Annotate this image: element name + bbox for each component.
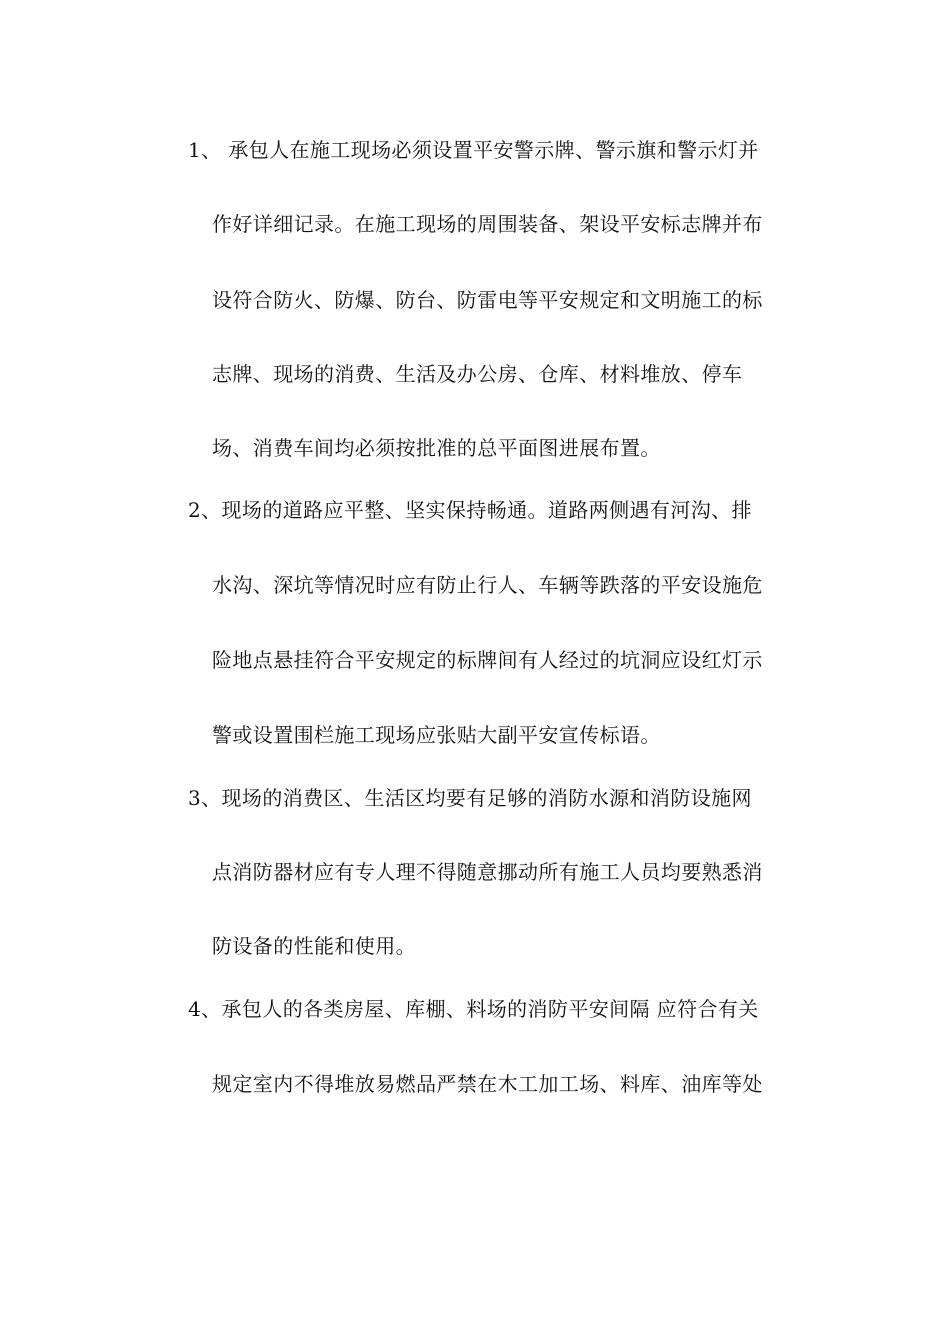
item-2-line-4: 警或设置围栏施工现场应张贴大副平安宣传标语。 — [212, 723, 661, 747]
item-1-line-4: 志牌、现场的消费、生活及办公房、仓库、材料堆放、停车 — [212, 362, 743, 386]
item-2-line-1: 2、现场的道路应平整、坚实保持畅通。道路两侧遇有河沟、排 — [188, 498, 752, 522]
item-1-line-3: 设符合防火、防爆、防台、防雷电等平安规定和文明施工的标 — [212, 288, 763, 312]
item-1-line-1: 1、 承包人在施工现场必须设置平安警示牌、警示旗和警示灯并 — [188, 138, 759, 162]
item-3-line-3: 防设备的性能和使用。 — [212, 934, 416, 958]
item-1-line-2: 作好详细记录。在施工现场的周围装备、架设平安标志牌并布 — [212, 212, 763, 236]
item-2-line-2: 水沟、深坑等情况时应有防止行人、车辆等跌落的平安设施危 — [212, 573, 763, 597]
item-1-line-5: 场、消费车间均必须按批准的总平面图进展布置。 — [212, 436, 661, 460]
item-3-line-2: 点消防器材应有专人理不得随意挪动所有施工人员均要熟悉消 — [212, 860, 763, 884]
item-4-line-2: 规定室内不得堆放易燃品严禁在木工加工场、料库、油库等处 — [212, 1072, 763, 1096]
item-2-line-3: 险地点悬挂符合平安规定的标牌间有人经过的坑洞应设红灯示 — [212, 648, 763, 672]
item-4-line-1: 4、承包人的各类房屋、库棚、料场的消防平安间隔 应符合有关 — [188, 997, 759, 1021]
item-3-line-1: 3、现场的消费区、生活区均要有足够的消防水源和消防设施网 — [188, 786, 752, 810]
